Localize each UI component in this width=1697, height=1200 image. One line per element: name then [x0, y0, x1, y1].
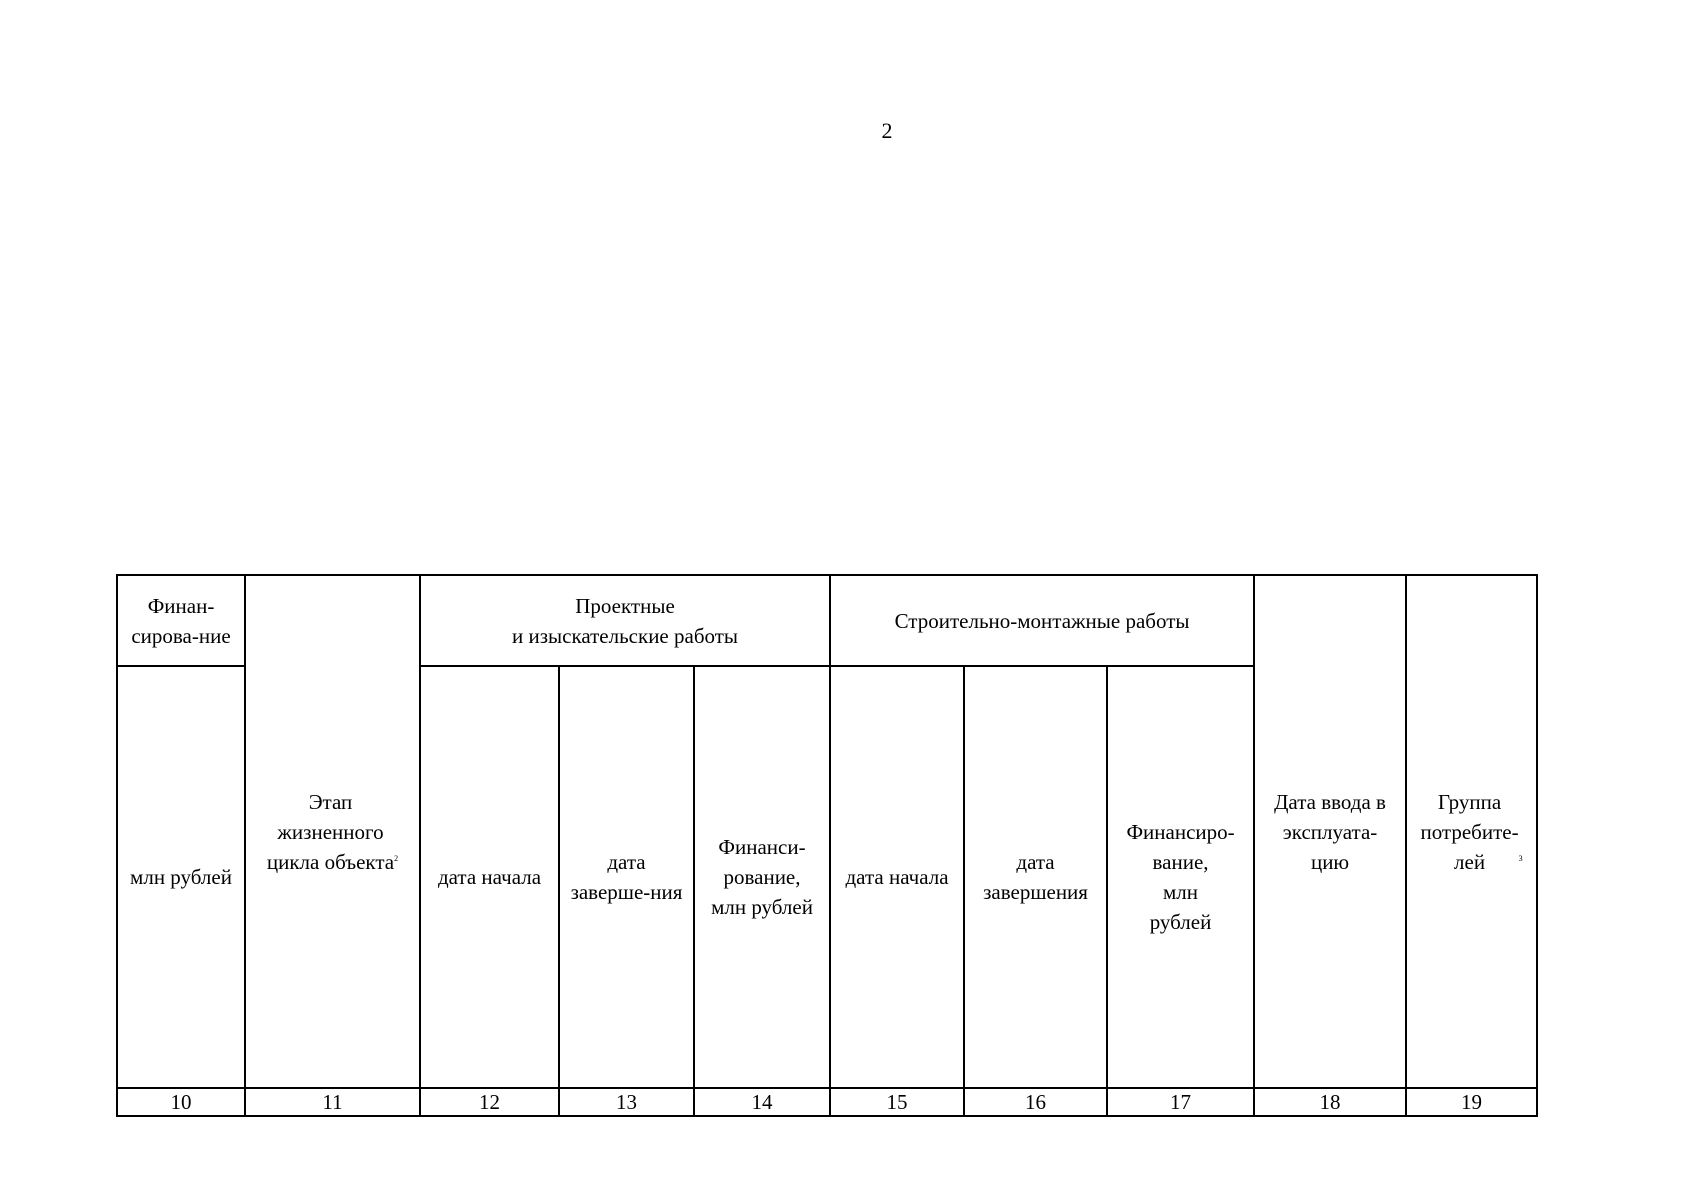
column-number: 11 [245, 1088, 420, 1116]
form-table [116, 574, 1538, 1117]
header-construction-financing: Финансиро- вание, млн рублей [1107, 666, 1254, 1088]
header-design-works: Проектные и изыскательские работы [420, 575, 830, 666]
column-number: 19 [1406, 1088, 1537, 1116]
footnote-marker-3: 3 [1518, 853, 1523, 863]
header-lifecycle-stage: Этап жизненного цикла объекта$^2$ [245, 575, 420, 1088]
header-construction-start: дата начала [830, 666, 964, 1088]
header-row-top [117, 575, 1537, 666]
page-number: 2 [881, 118, 893, 143]
header-construction-end: дата завершения [964, 666, 1107, 1088]
header-financing-group: Финан- сирова-ние [117, 575, 245, 666]
header-construction-works: Строительно-монтажные работы [830, 575, 1254, 666]
column-number: 14 [694, 1088, 830, 1116]
header-financing-unit: млн рублей [117, 666, 245, 1088]
column-number: 13 [559, 1088, 694, 1116]
header-design-financing: Финанси- рование, млн рублей [694, 666, 830, 1088]
column-number: 16 [964, 1088, 1107, 1116]
column-number: 10 [117, 1088, 245, 1116]
column-number: 15 [830, 1088, 964, 1116]
column-number: 17 [1107, 1088, 1254, 1116]
header-consumer-group: Группа потребите- лей $^3$ [1406, 575, 1537, 1088]
header-commissioning-date: Дата ввода в эксплуата- цию [1254, 575, 1406, 1088]
column-number-row [117, 1088, 1537, 1116]
header-design-end: дата заверше-ния [559, 666, 694, 1088]
header-design-start: дата начала [420, 666, 559, 1088]
footnote-marker-2: 2 [394, 853, 399, 863]
column-number: 12 [420, 1088, 559, 1116]
column-number: 18 [1254, 1088, 1406, 1116]
